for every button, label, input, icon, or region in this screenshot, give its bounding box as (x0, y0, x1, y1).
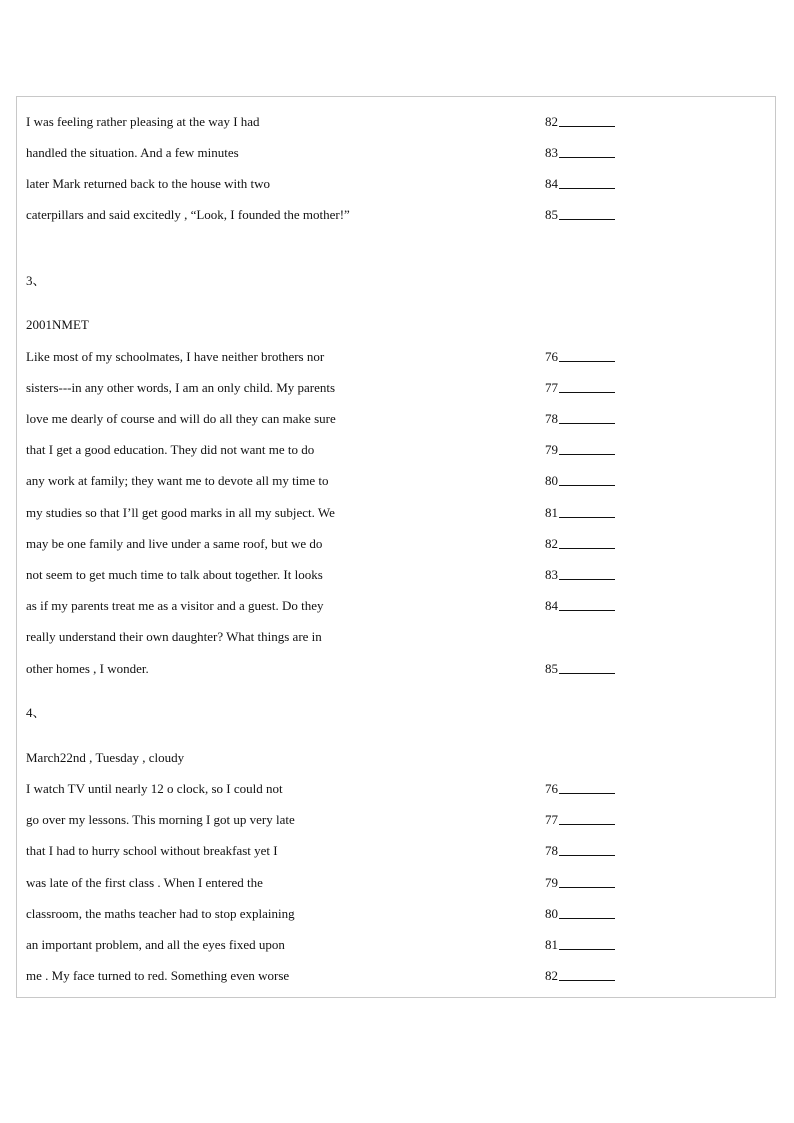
text-line (26, 626, 766, 648)
line-text: classroom, the maths teacher had to stop explaining (26, 906, 295, 921)
line-text: other homes , I wonder. (26, 661, 149, 676)
section-4-date-line: March22nd , Tuesday , cloudy (26, 750, 185, 765)
text-line (26, 142, 766, 164)
text-line (26, 778, 766, 800)
text-line (26, 502, 766, 524)
item-number: 78 (545, 843, 558, 858)
answer-blank[interactable] (559, 423, 615, 424)
line-text: may be one family and live under a same roof, but we do (26, 536, 323, 551)
item-number: 81 (545, 505, 558, 520)
line-text: Like most of my schoolmates, I have neither brothers nor (26, 349, 325, 364)
line-text: my studies so that I’ll get good marks in all my subject. We (26, 505, 335, 520)
item-number: 85 (545, 661, 558, 676)
answer-blank[interactable] (559, 157, 615, 158)
line-text: handled the situation. And a few minutes (26, 145, 239, 160)
item-number: 82 (545, 536, 558, 551)
text-line (26, 840, 766, 862)
line-text: love me dearly of course and will do all they can make sure (26, 411, 336, 426)
answer-blank[interactable] (559, 918, 615, 919)
text-line (26, 658, 766, 680)
line-text: really understand their own daughter? What things are in (26, 629, 322, 644)
worksheet-frame (16, 96, 776, 998)
text-line (26, 111, 766, 133)
text-line (26, 173, 766, 195)
section-3-label: 3、 (26, 273, 46, 288)
item-number: 85 (545, 207, 558, 222)
line-text: an important problem, and all the eyes fixed upon (26, 937, 285, 952)
answer-blank[interactable] (559, 548, 615, 549)
line-text: not seem to get much time to talk about together. It looks (26, 567, 323, 582)
answer-blank[interactable] (559, 485, 615, 486)
answer-blank[interactable] (559, 579, 615, 580)
text-line (26, 346, 766, 368)
text-line (26, 470, 766, 492)
line-text: caterpillars and said excitedly , “Look, I founded the mother!” (26, 207, 350, 222)
text-line (26, 408, 766, 430)
line-text: any work at family; they want me to devote all my time to (26, 473, 329, 488)
answer-blank[interactable] (559, 454, 615, 455)
item-number: 76 (545, 349, 558, 364)
item-number: 81 (545, 937, 558, 952)
line-text: that I had to hurry school without breakfast yet I (26, 843, 278, 858)
item-number: 82 (545, 968, 558, 983)
answer-blank[interactable] (559, 219, 615, 220)
item-number: 83 (545, 145, 558, 160)
item-number: 84 (545, 176, 558, 191)
line-text: that I get a good education. They did not want me to do (26, 442, 315, 457)
text-line (26, 533, 766, 555)
item-number: 80 (545, 906, 558, 921)
line-text: I was feeling rather pleasing at the way I had (26, 114, 260, 129)
item-number: 82 (545, 114, 558, 129)
item-number: 83 (545, 567, 558, 582)
text-line (26, 377, 766, 399)
line-text: go over my lessons. This morning I got up very late (26, 812, 295, 827)
line-text: me . My face turned to red. Something even worse (26, 968, 290, 983)
item-number: 79 (545, 875, 558, 890)
line-text: I watch TV until nearly 12 o clock, so I could not (26, 781, 283, 796)
line-text: was late of the first class . When I entered the (26, 875, 263, 890)
text-line (26, 934, 766, 956)
text-line (26, 204, 766, 226)
line-text: later Mark returned back to the house with two (26, 176, 271, 191)
answer-blank[interactable] (559, 855, 615, 856)
item-number: 78 (545, 411, 558, 426)
answer-blank[interactable] (559, 610, 615, 611)
text-line (26, 809, 766, 831)
item-number: 77 (545, 812, 558, 827)
answer-blank[interactable] (559, 949, 615, 950)
answer-blank[interactable] (559, 188, 615, 189)
answer-blank[interactable] (559, 392, 615, 393)
answer-blank[interactable] (559, 824, 615, 825)
item-number: 80 (545, 473, 558, 488)
section-4-label: 4、 (26, 705, 46, 720)
answer-blank[interactable] (559, 980, 615, 981)
item-number: 84 (545, 598, 558, 613)
line-text: sisters---in any other words, I am an only child. My parents (26, 380, 336, 395)
text-line (26, 595, 766, 617)
text-line (26, 564, 766, 586)
answer-blank[interactable] (559, 126, 615, 127)
answer-blank[interactable] (559, 361, 615, 362)
answer-blank[interactable] (559, 887, 615, 888)
item-number: 77 (545, 380, 558, 395)
text-line (26, 439, 766, 461)
text-line (26, 903, 766, 925)
section-3-source: 2001NMET (26, 317, 89, 332)
item-number: 76 (545, 781, 558, 796)
item-number: 79 (545, 442, 558, 457)
text-line (26, 965, 766, 987)
answer-blank[interactable] (559, 793, 615, 794)
answer-blank[interactable] (559, 673, 615, 674)
line-text: as if my parents treat me as a visitor and a guest. Do they (26, 598, 324, 613)
text-line (26, 872, 766, 894)
answer-blank[interactable] (559, 517, 615, 518)
